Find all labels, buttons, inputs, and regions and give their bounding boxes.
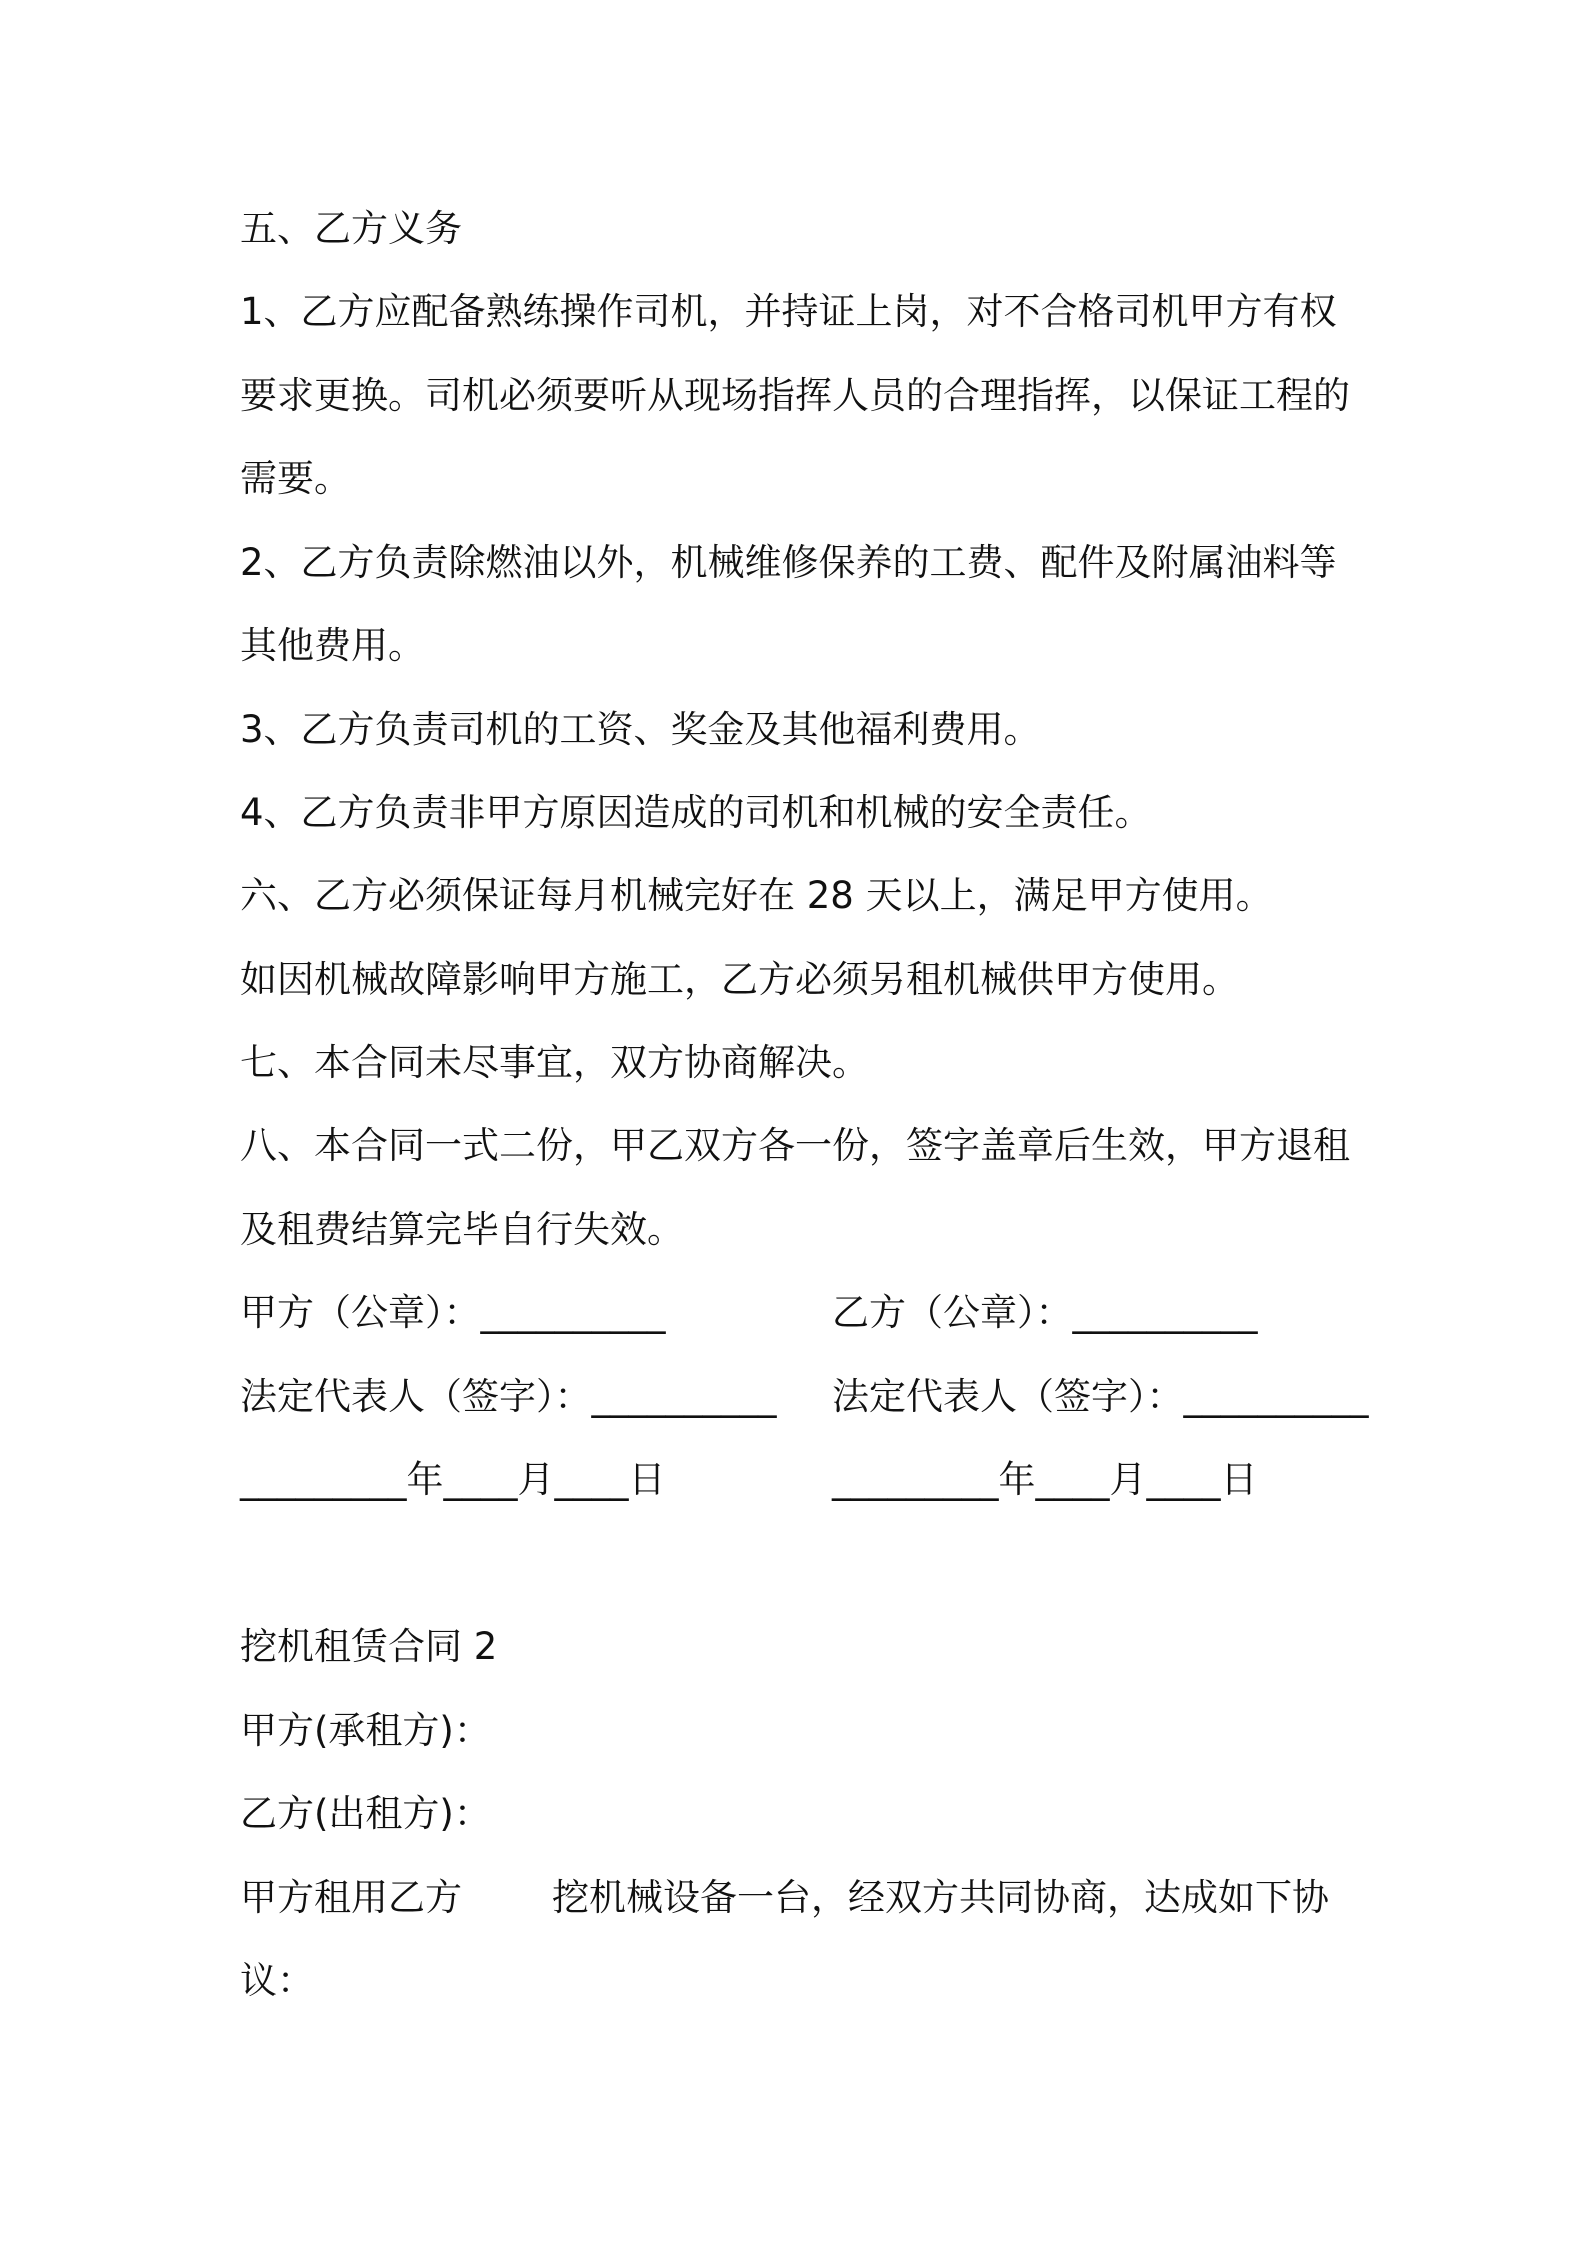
section-5-item-1-line-3: 需要。 xyxy=(240,457,351,500)
section-5-item-2-line-2: 其他费用。 xyxy=(240,624,425,667)
contract-2-intro-part-2: 挖机械设备一台，经双方共同协商，达成如下协 xyxy=(552,1876,1329,1919)
section-8-line-2: 及租费结算完毕自行失效。 xyxy=(240,1208,684,1251)
section-5-item-1-line-1: 1、乙方应配备熟练操作司机，并持证上岗，对不合格司机甲方有权 xyxy=(240,290,1337,333)
contract-2-party-b: 乙方(出租方)： xyxy=(240,1792,491,1835)
party-a-date-field: _________年____月____日 xyxy=(240,1458,666,1501)
section-7-line: 七、本合同未尽事宜，双方协商解决。 xyxy=(240,1041,869,1084)
contract-2-intro-line-2: 议： xyxy=(240,1959,314,2002)
section-5-heading: 五、乙方义务 xyxy=(240,207,462,250)
section-5-item-4: 4、乙方负责非甲方原因造成的司机和机械的安全责任。 xyxy=(240,791,1152,834)
section-5-item-2-line-1: 2、乙方负责除燃油以外，机械维修保养的工费、配件及附属油料等 xyxy=(240,541,1337,584)
party-b-seal-field: 乙方（公章）：__________ xyxy=(832,1291,1258,1334)
section-6-line-2: 如因机械故障影响甲方施工，乙方必须另租机械供甲方使用。 xyxy=(240,958,1239,1001)
contract-2-intro-line-1 xyxy=(240,1876,1360,1920)
contract-2-party-a: 甲方(承租方)： xyxy=(240,1709,491,1752)
contract-2-intro-part-1: 甲方租用乙方 xyxy=(240,1876,462,1919)
party-b-representative-field: 法定代表人（签字）：__________ xyxy=(832,1375,1369,1418)
party-a-seal-field: 甲方（公章）：__________ xyxy=(240,1291,666,1334)
contract-2-title: 挖机租赁合同 2 xyxy=(240,1625,498,1668)
party-a-representative-field: 法定代表人（签字）：__________ xyxy=(240,1375,777,1418)
section-5-item-3: 3、乙方负责司机的工资、奖金及其他福利费用。 xyxy=(240,708,1041,751)
section-8-line-1: 八、本合同一式二份，甲乙双方各一份，签字盖章后生效，甲方退租 xyxy=(240,1124,1350,1167)
section-5-item-1-line-2: 要求更换。司机必须要听从现场指挥人员的合理指挥，以保证工程的 xyxy=(240,374,1350,417)
section-6-line-1: 六、乙方必须保证每月机械完好在 28 天以上，满足甲方使用。 xyxy=(240,874,1273,917)
party-b-date-field: _________年____月____日 xyxy=(832,1458,1258,1501)
